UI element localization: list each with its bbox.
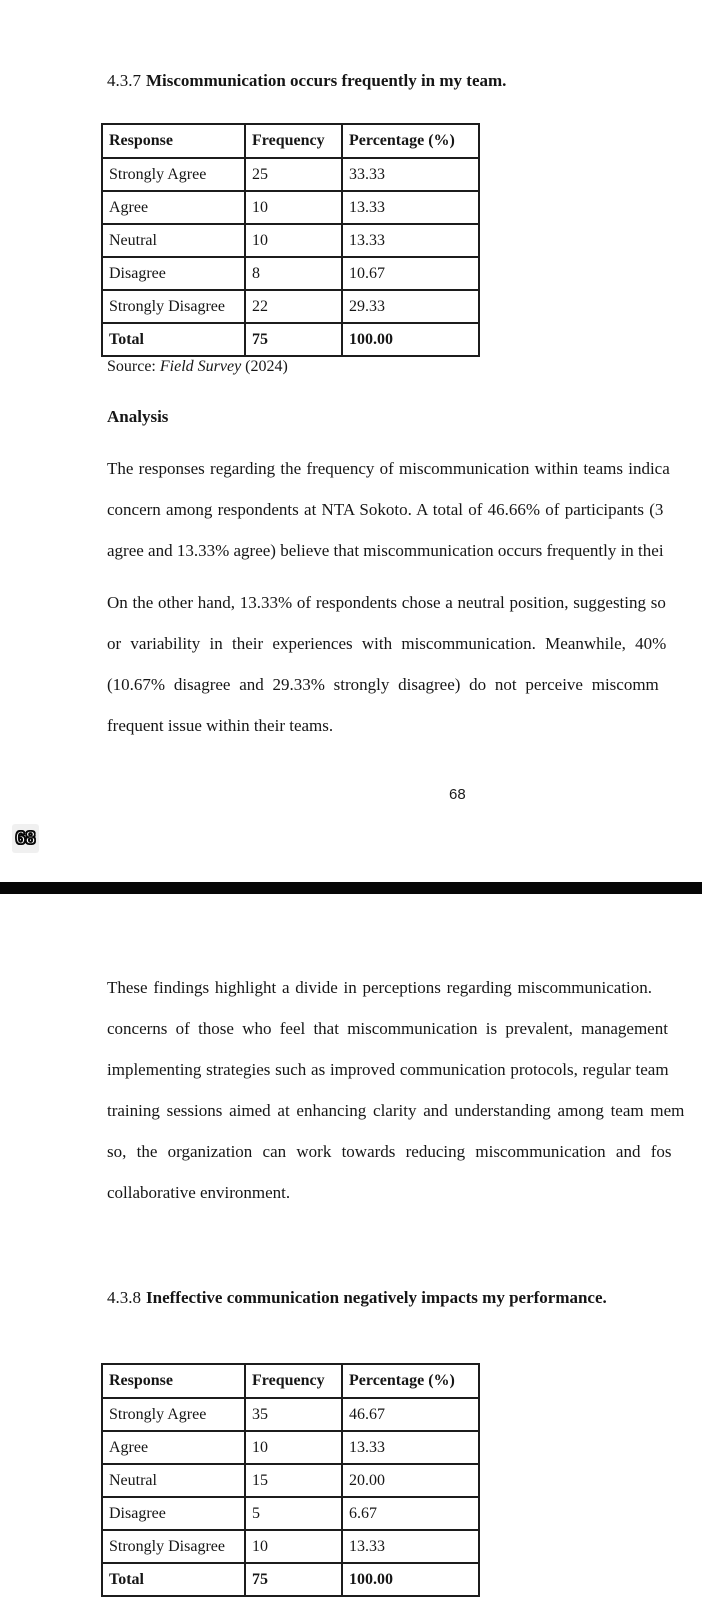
source-suffix: (2024) (241, 358, 288, 375)
analysis-paragraph-2 (107, 582, 666, 746)
table-cell: Total (102, 1563, 245, 1596)
page-divider-bar (0, 882, 702, 894)
table-total-row (102, 323, 479, 356)
table-cell: Neutral (102, 1464, 245, 1497)
section-heading-4-3-7 (107, 71, 506, 91)
table-cell: 10 (245, 1431, 342, 1464)
table-header-cell: Percentage (%) (342, 1364, 479, 1398)
table-header-cell: Response (102, 124, 245, 158)
table-header-cell: Response (102, 1364, 245, 1398)
table-header-cell: Frequency (245, 124, 342, 158)
table-cell: 13.33 (342, 1431, 479, 1464)
table-cell: 22 (245, 290, 342, 323)
table-cell: 13.33 (342, 191, 479, 224)
table-row (102, 191, 479, 224)
source-prefix: Source: (107, 358, 160, 375)
table-cell: 46.67 (342, 1398, 479, 1431)
text-line: On the other hand, 13.33% of respondents chose a neutral position, suggesting so (107, 593, 666, 612)
table-cell: 35 (245, 1398, 342, 1431)
table-source-note (107, 357, 288, 377)
table-cell: 10 (245, 1530, 342, 1563)
analysis-heading: Analysis (107, 407, 169, 426)
table-row (102, 1464, 479, 1497)
table-row (102, 1398, 479, 1431)
table-cell: 75 (245, 1563, 342, 1596)
text-line: (10.67% disagree and 29.33% strongly disagree) do not perceive miscomm (107, 675, 659, 694)
table-cell: Strongly Disagree (102, 1530, 245, 1563)
findings-paragraph (107, 967, 684, 1213)
table-header-row (102, 124, 479, 158)
section-heading-4-3-8 (107, 1288, 607, 1308)
table-row (102, 1497, 479, 1530)
frequency-table-4-3-8 (101, 1363, 480, 1597)
text-line: concern among respondents at NTA Sokoto. A total of 46.66% of participants (3 (107, 500, 664, 519)
table-cell: Disagree (102, 257, 245, 290)
table-cell: 25 (245, 158, 342, 191)
table-cell: 13.33 (342, 1530, 479, 1563)
text-line: implementing strategies such as improved communication protocols, regular team (107, 1060, 669, 1079)
table-cell: 33.33 (342, 158, 479, 191)
text-line: or variability in their experiences with miscommunication. Meanwhile, 40% (107, 634, 667, 653)
table-cell: 10.67 (342, 257, 479, 290)
table-cell: 100.00 (342, 323, 479, 356)
table-cell: 100.00 (342, 1563, 479, 1596)
table-row (102, 224, 479, 257)
table-cell: Neutral (102, 224, 245, 257)
text-line: The responses regarding the frequency of miscommunication within teams indica (107, 459, 670, 478)
table-row (102, 290, 479, 323)
frequency-table-4-3-7 (101, 123, 480, 357)
section-title: Ineffective communication negatively impacts my performance. (146, 1288, 607, 1307)
text-line: These findings highlight a divide in perceptions regarding miscommunication. (107, 978, 653, 997)
section-number: 4.3.8 (107, 1288, 141, 1307)
text-line: so, the organization can work towards reducing miscommunication and fos (107, 1142, 672, 1161)
source-name: Field Survey (159, 358, 242, 375)
text-line: concerns of those who feel that miscommunication is prevalent, management (107, 1019, 668, 1038)
table-cell: Strongly Agree (102, 1398, 245, 1431)
table-row (102, 257, 479, 290)
table-cell: 20.00 (342, 1464, 479, 1497)
viewer-page-label: 68 (15, 828, 36, 848)
table-cell: 29.33 (342, 290, 479, 323)
text-line: collaborative environment. (107, 1183, 291, 1202)
table-cell: 15 (245, 1464, 342, 1497)
text-line: agree and 13.33% agree) believe that miscommunication occurs frequently in thei (107, 541, 664, 560)
table-row (102, 158, 479, 191)
table-cell: 75 (245, 323, 342, 356)
table-cell: 10 (245, 191, 342, 224)
table-row (102, 1530, 479, 1563)
section-number: 4.3.7 (107, 71, 141, 90)
table-total-row (102, 1563, 479, 1596)
table-cell: Disagree (102, 1497, 245, 1530)
viewer-page-label-bubble (12, 824, 39, 853)
text-line: training sessions aimed at enhancing clarity and understanding among team mem (107, 1101, 685, 1120)
table-header-cell: Frequency (245, 1364, 342, 1398)
text-line: frequent issue within their teams. (107, 716, 334, 735)
table-cell: 8 (245, 257, 342, 290)
table-row (102, 1431, 479, 1464)
table-cell: 10 (245, 224, 342, 257)
table-header-cell: Percentage (%) (342, 124, 479, 158)
table-cell: 13.33 (342, 224, 479, 257)
table-header-row (102, 1364, 479, 1398)
section-title: Miscommunication occurs frequently in my team. (146, 71, 507, 90)
table-cell: Strongly Disagree (102, 290, 245, 323)
footer-page-number: 68 (449, 786, 466, 803)
table-cell: Total (102, 323, 245, 356)
table-cell: Agree (102, 1431, 245, 1464)
table-cell: 6.67 (342, 1497, 479, 1530)
table-cell: Strongly Agree (102, 158, 245, 191)
analysis-paragraph-1 (107, 448, 670, 571)
table-cell: 5 (245, 1497, 342, 1530)
table-cell: Agree (102, 191, 245, 224)
